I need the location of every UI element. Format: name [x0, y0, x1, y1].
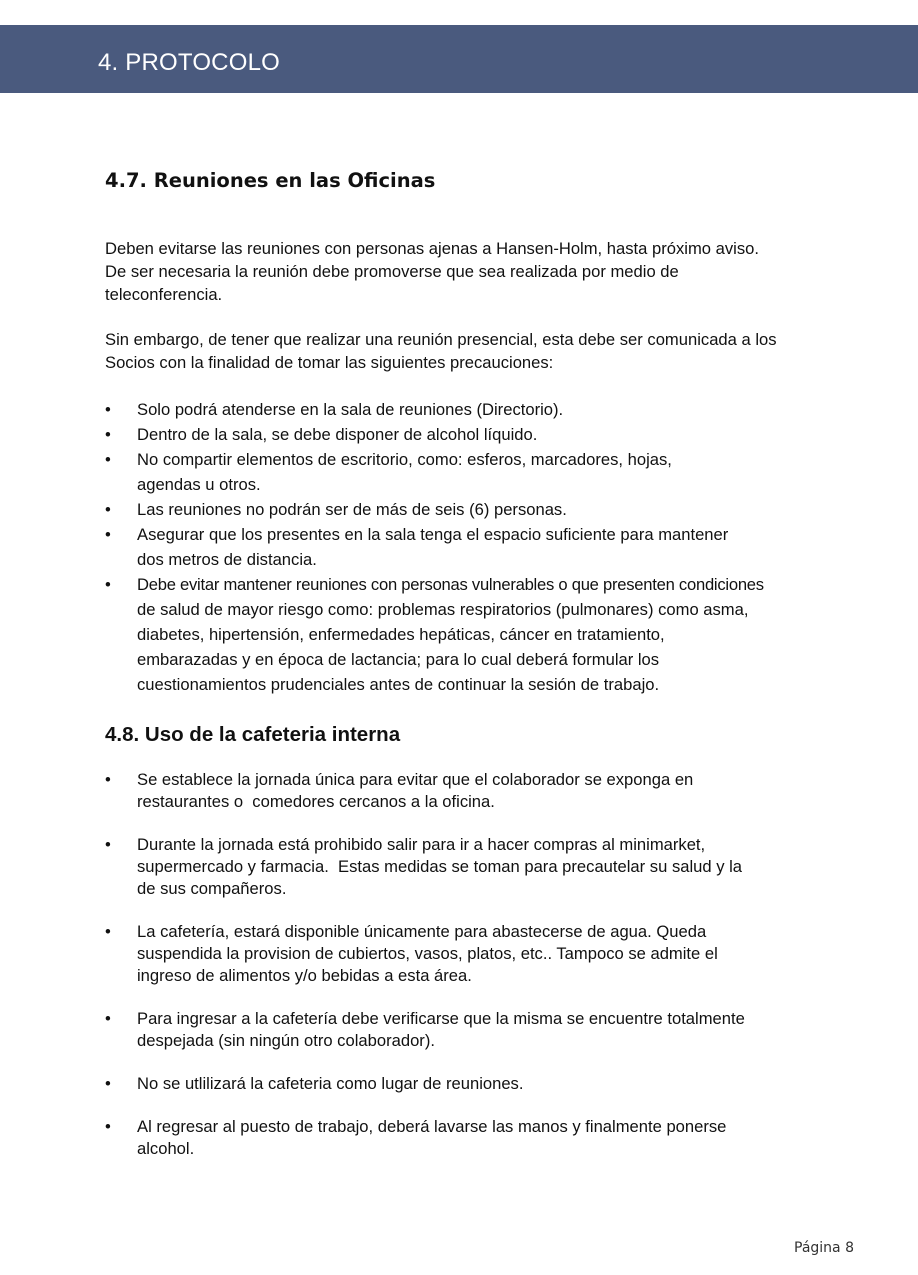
- cafeteria-list: [105, 769, 825, 1181]
- list-item: [105, 1073, 825, 1095]
- bullet: •: [105, 425, 111, 444]
- list-item-line: ingreso de alimentos y/o bebidas a esta área.: [137, 966, 472, 985]
- section-title-reuniones: 4.7. Reuniones en las Oficinas: [105, 169, 436, 192]
- list-item-line: de salud de mayor riesgo como: problemas respiratorios (pulmonares) como asma,: [137, 600, 749, 619]
- list-item-line: No compartir elementos de escritorio, como: esferos, marcadores, hojas,: [137, 450, 672, 469]
- bullet: •: [105, 525, 111, 544]
- list-item-line: dos metros de distancia.: [137, 550, 317, 569]
- bullet: •: [105, 1009, 111, 1028]
- paragraph-line: Deben evitarse las reuniones con personas ajenas a Hansen-Holm, hasta próximo aviso.: [105, 239, 759, 258]
- list-item-line: de sus compañeros.: [137, 879, 287, 898]
- list-item-line: agendas u otros.: [137, 475, 261, 494]
- list-item: [105, 422, 825, 447]
- list-item-line: La cafetería, estará disponible únicamente para abastecerse de agua. Queda: [137, 922, 707, 941]
- list-item-line: suspendida la provision de cubiertos, vasos, platos, etc.. Tampoco se admite el: [137, 944, 718, 963]
- list-item: [105, 921, 825, 987]
- list-item: [105, 522, 825, 572]
- paragraph-intro: [105, 237, 825, 306]
- bullet: •: [105, 1074, 111, 1093]
- list-item-line: Las reuniones no podrán ser de más de seis (6) personas.: [137, 500, 567, 519]
- list-item-line: Asegurar que los presentes en la sala tenga el espacio suficiente para mantener: [137, 525, 729, 544]
- list-item-line: Al regresar al puesto de trabajo, deberá lavarse las manos y finalmente ponerse: [137, 1117, 727, 1136]
- list-item: [105, 834, 825, 900]
- list-item-line: diabetes, hipertensión, enfermedades hepáticas, cáncer en tratamiento,: [137, 625, 665, 644]
- bullet: •: [105, 450, 111, 469]
- bullet: •: [105, 575, 111, 594]
- list-item: [105, 447, 825, 497]
- list-item-line: embarazadas y en época de lactancia; para lo cual deberá formular los: [137, 650, 660, 669]
- paragraph-precautions: [105, 328, 825, 374]
- list-item: [105, 769, 825, 813]
- page-number: Página 8: [794, 1240, 854, 1256]
- bullet: •: [105, 835, 111, 854]
- paragraph-line: teleconferencia.: [105, 285, 223, 304]
- list-item-line: alcohol.: [137, 1139, 195, 1158]
- list-item-line: Debe evitar mantener reuniones con personas vulnerables o que presenten condiciones: [137, 575, 764, 594]
- list-item-line: Para ingresar a la cafetería debe verificarse que la misma se encuentre totalmente: [137, 1009, 745, 1028]
- list-item-line: despejada (sin ningún otro colaborador).: [137, 1031, 435, 1050]
- list-item-line: cuestionamientos prudenciales antes de continuar la sesión de trabajo.: [137, 675, 660, 694]
- list-item: [105, 572, 825, 697]
- chapter-title: 4. PROTOCOLO: [98, 49, 281, 76]
- list-item-line: Durante la jornada está prohibido salir para ir a hacer compras al minimarket,: [137, 835, 706, 854]
- precautions-list: [105, 397, 825, 697]
- list-item-line: Solo podrá atenderse en la sala de reuniones (Directorio).: [137, 400, 564, 419]
- list-item-line: restaurantes o comedores cercanos a la oficina.: [137, 792, 495, 811]
- section-title-cafeteria: 4.8. Uso de la cafeteria interna: [105, 723, 401, 746]
- list-item: [105, 1116, 825, 1160]
- list-item-line: Dentro de la sala, se debe disponer de alcohol líquido.: [137, 425, 538, 444]
- bullet: •: [105, 1117, 111, 1136]
- paragraph-line: Sin embargo, de tener que realizar una reunión presencial, esta debe ser comunicada a los: [105, 330, 777, 349]
- list-item: [105, 1008, 825, 1052]
- list-item: [105, 497, 825, 522]
- list-item-line: No se utlilizará la cafeteria como lugar de reuniones.: [137, 1074, 524, 1093]
- bullet: •: [105, 922, 111, 941]
- paragraph-line: Socios con la finalidad de tomar las siguientes precauciones:: [105, 353, 554, 372]
- bullet: •: [105, 400, 111, 419]
- bullet: •: [105, 770, 111, 789]
- list-item: [105, 397, 825, 422]
- list-item-line: supermercado y farmacia. Estas medidas se toman para precautelar su salud y la: [137, 857, 743, 876]
- list-item-line: Se establece la jornada única para evitar que el colaborador se exponga en: [137, 770, 694, 789]
- bullet: •: [105, 500, 111, 519]
- paragraph-line: De ser necesaria la reunión debe promoverse que sea realizada por medio de: [105, 262, 679, 281]
